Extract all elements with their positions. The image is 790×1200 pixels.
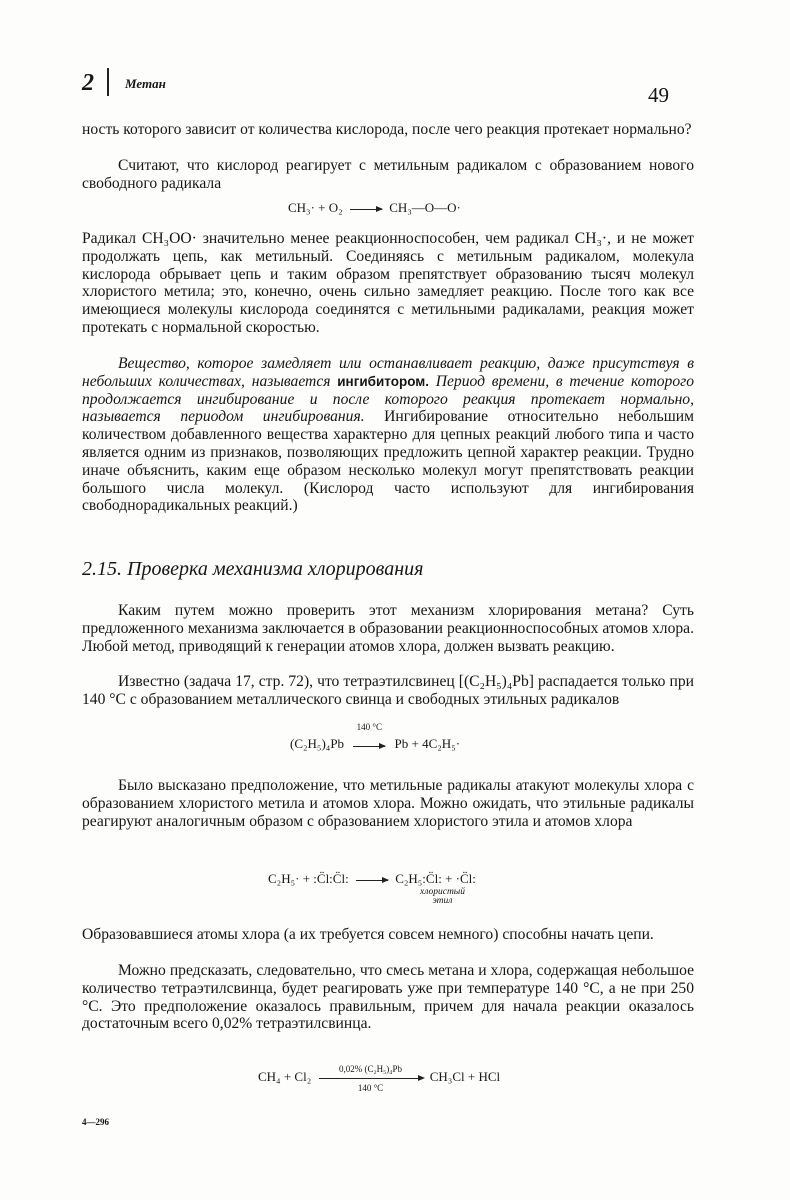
- reaction-arrow: [319, 1078, 423, 1079]
- equation-right: Pb + 4C₂H₅·: [394, 736, 461, 751]
- running-title: Метан: [125, 76, 166, 91]
- arrow-temperature: 140 °C: [357, 1082, 384, 1093]
- paragraph-oxygen-radical: Считают, что кислород реагирует с метильным радикалом с образованием нового свободного радикала: [82, 157, 694, 192]
- equation-left: C₂H₅· + :C̈l:C̈l:: [268, 871, 349, 886]
- product-label-line1: хлористый: [420, 887, 465, 897]
- page-number: 49: [648, 83, 669, 107]
- paragraph-radical-reactivity: Радикал CH₃OO· значительно менее реакционноспособен, чем радикал CH₃·, и не может продолжать цепь, как метильный. Соединяясь с метильным радикалом, молекула кислорода обрывает цепь и таким образом препятствует образованию тысяч молекул хлористого метила; это, конечно, очень сильно замедляет реакцию. После того как все имеющиеся молекулы кислорода соединятся с метильными радикалами, реакция может протекать с нормальной скоростью.: [82, 230, 694, 336]
- equation-left: (C₂H₅)₄Pb: [290, 736, 345, 751]
- paragraph-chain-start: Образовавшиеся атомы хлора (а их требуется совсем немного) способны начать цепи.: [82, 926, 654, 943]
- header-divider: [107, 68, 109, 96]
- definition-italic-a: Вещество, которое замедляет или останавливает реакцию, даже присутствуя в небольших количествах, называется: [82, 355, 694, 390]
- equation-methane-chlorination: [258, 1063, 501, 1093]
- equation-left: CH₄ + Cl₂: [258, 1069, 312, 1084]
- arrow-with-conditions: [319, 1063, 423, 1093]
- paragraph-continuation: ность которого зависит от количества кислорода, после чего реакция протекает нормально?: [82, 121, 692, 138]
- chapter-number: 2: [82, 70, 94, 96]
- product-label-line2: этил: [432, 896, 453, 906]
- equation-methylperoxy: [288, 200, 461, 216]
- product-label: [420, 888, 465, 906]
- arrow-catalyst: 0,02% (C₂H₅)₄Pb: [339, 1063, 402, 1074]
- equation-ethyl-chlorine: [268, 871, 476, 887]
- definition-normal: Ингибирование относительно небольшим количеством добавленного вещества характерно для цепных реакций любого типа и часто является одним из признаков, позволяющих предложить цепной характер реакции. Трудно иначе объяснить, каким еще образом несколько молекул могут препятствовать реакции большого числа молекул. (Кислород часто используют для ингибирования свободнорадикальных реакций.): [82, 408, 694, 515]
- paragraph-inhibitor-definition: [82, 355, 694, 515]
- arrow-with-condition: [347, 722, 391, 753]
- definition-italic-b: Период времени, в течение которого продолжается ингибирование и после которого реакция протекает нормально, называется периодом ингибирования.: [82, 372, 694, 426]
- paragraph-tetraethyllead: Известно (задача 17, стр. 72), что тетраэтилсвинец [(C₂H₅)₄Pb] распадается только при 140 °C с образованием металлического свинца и свободных этильных радикалов: [82, 673, 694, 708]
- equation-left: CH₃· + O₂: [288, 200, 343, 215]
- equation-right: CH₃—O—O·: [389, 200, 461, 215]
- paragraph-verification: Каким путем можно проверить этот механизм хлорирования метана? Суть предложенного механизма заключается в образовании реакционноспособных атомов хлора. Любой метод, приводящий к генерации атомов хлора, должен вызвать реакцию.: [82, 602, 694, 655]
- equation-right: C₂H₅:C̈l: + ·C̈l:: [395, 871, 476, 886]
- reaction-arrow: [356, 880, 388, 881]
- equation-lead-decomposition: [290, 722, 461, 753]
- reaction-arrow: [350, 209, 382, 210]
- term-inhibitor: ингибитором.: [337, 373, 429, 389]
- section-heading: 2.15. Проверка механизма хлорирования: [82, 558, 424, 580]
- signature-mark: 4—296: [82, 1117, 109, 1127]
- reaction-arrow: [353, 746, 385, 747]
- paragraph-hypothesis: Было высказано предположение, что метильные радикалы атакуют молекулы хлора с образованием хлористого метила и атомов хлора. Можно ожидать, что этильные радикалы реагируют аналогичным образом с образованием хлористого этила и атомов хлора: [82, 777, 694, 830]
- paragraph-prediction: Можно предсказать, следовательно, что смесь метана и хлора, содержащая небольшое количество тетраэтилсвинца, будет реагировать уже при температуре 140 °C, а не при 250 °C. Это предположение оказалось правильным, причем для начала реакции оказалось достаточным всего 0,02% тетраэтилсвинца.: [82, 962, 694, 1033]
- arrow-condition: 140 °C: [356, 722, 382, 733]
- equation-right: CH₃Cl + HCl: [429, 1069, 501, 1084]
